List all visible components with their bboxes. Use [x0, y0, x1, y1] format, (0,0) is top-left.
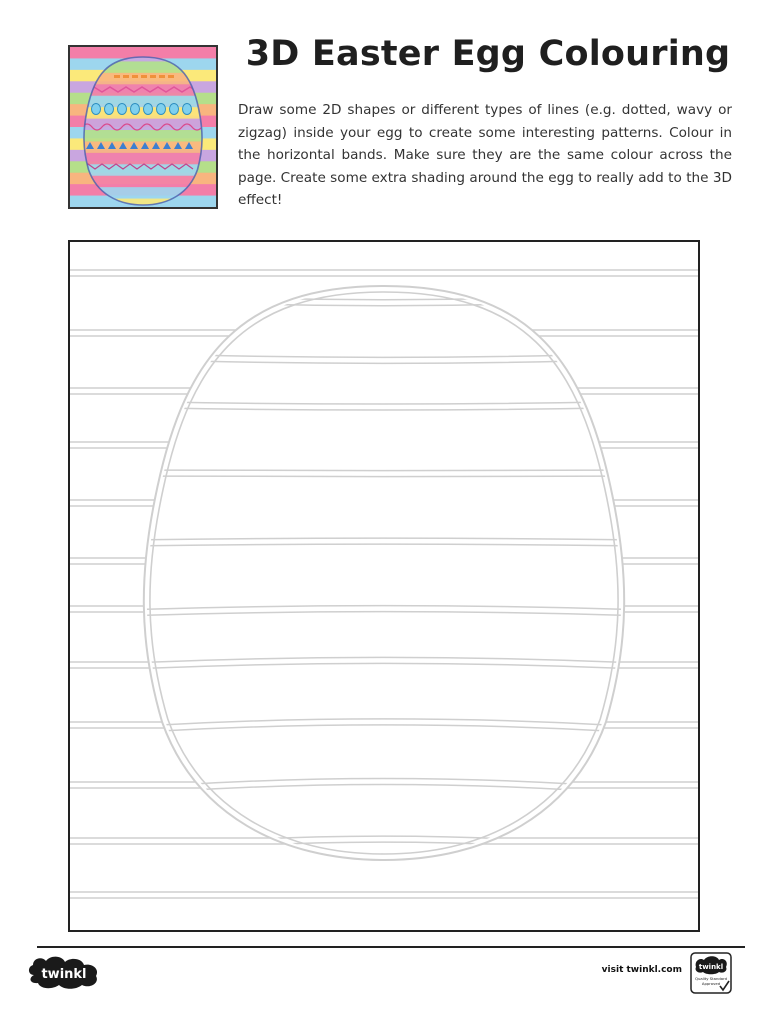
example-coloured-egg-image: [68, 45, 218, 209]
pattern-dash: [132, 75, 138, 78]
example-egg-band: [70, 153, 216, 165]
footer-divider: [37, 946, 745, 948]
pattern-oval: [183, 104, 192, 115]
badge-text-line1: Quality Standard: [694, 976, 728, 981]
quality-standard-badge: [690, 952, 732, 994]
pattern-oval: [170, 104, 179, 115]
pattern-oval: [144, 104, 153, 115]
logo-text: twinkl: [41, 967, 87, 982]
badge-text-line2: Approved: [701, 981, 721, 986]
visit-website-link[interactable]: visit twinkl.com: [601, 965, 682, 975]
pattern-dash: [141, 75, 147, 78]
egg-band-line: [70, 476, 698, 477]
badge-brand-text: twinkl: [698, 963, 724, 971]
coloured-egg-example-icon: [70, 47, 216, 207]
pattern-dash: [114, 75, 120, 78]
page-title: 3D Easter Egg Colouring: [245, 34, 731, 74]
pattern-oval: [118, 104, 127, 115]
pattern-oval: [92, 104, 101, 115]
pattern-dash: [123, 75, 129, 78]
pattern-dash: [168, 75, 174, 78]
pattern-oval: [105, 104, 114, 115]
instructions-text: Draw some 2D shapes or different types of lines (e.g. dotted, wavy or zigzag) inside your egg to create some interesting patterns. Colour in the horizontal bands. Make sure they are the same colour across the page. Create some extra shading around the egg to really add to the 3D effect!: [238, 102, 732, 208]
twinkl-logo[interactable]: [26, 953, 102, 991]
example-egg-band: [70, 130, 216, 142]
egg-outer-outline: [144, 286, 624, 860]
egg-outline-icon: [70, 242, 698, 930]
pattern-dash: [150, 75, 156, 78]
pattern-oval: [131, 104, 140, 115]
pattern-dash: [159, 75, 165, 78]
colouring-area[interactable]: [68, 240, 700, 932]
pattern-oval: [157, 104, 166, 115]
